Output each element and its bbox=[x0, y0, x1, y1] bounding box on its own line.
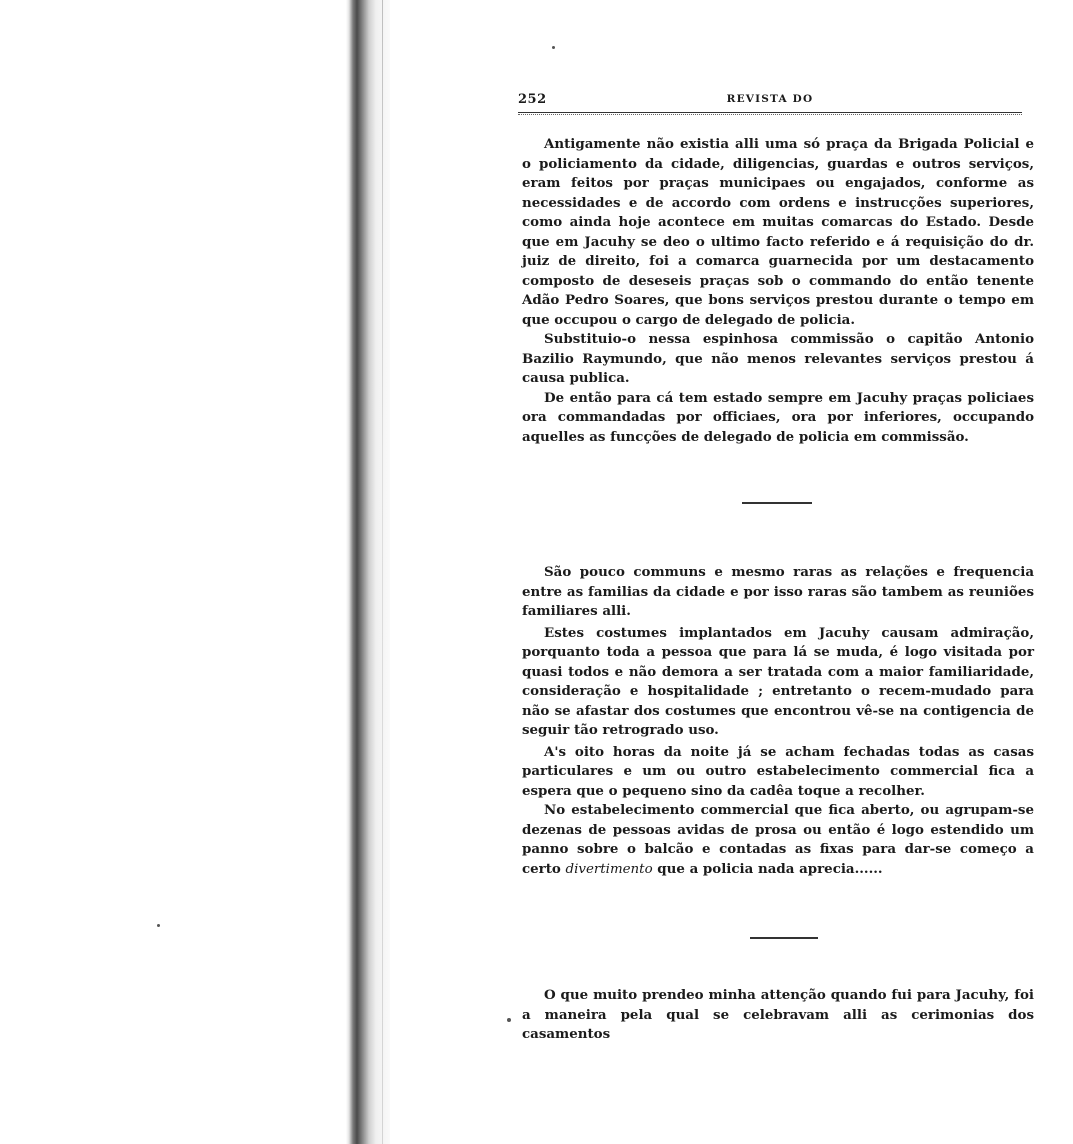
section-3 bbox=[522, 986, 1034, 1045]
paragraph-end: que a policia nada aprecia...... bbox=[652, 860, 883, 877]
page-number: 252 bbox=[518, 92, 547, 107]
paragraph: Estes costumes implantados em Jacuhy causam admiração, porquanto toda a pessoa que para lá se muda, é logo visitada por quasi todos e não demora a ser tratada com a maior familiaridade, consideração e hospitalidade ; entretanto o recem-mudado para não se afastar dos costumes que encontrou vê-se na contigencia de seguir tão retrogrado uso. bbox=[522, 624, 1034, 738]
page-header bbox=[518, 92, 1022, 108]
paragraph: A's oito horas da noite já se acham fechadas todas as casas particulares e um ou outro estabelecimento commercial fica a espera que o pequeno sino da cadêa toque a recolher. bbox=[522, 743, 1034, 799]
paragraph: Substituio-o nessa espinhosa commissão o capitão Antonio Bazilio Raymundo, que não menos relevantes serviços prestou á causa publica. bbox=[522, 331, 1034, 386]
paragraph: O que muito prendeo minha attenção quando fui para Jacuhy, foi a maneira pela qual se celebravam alli as cerimonias dos casamentos bbox=[522, 987, 1034, 1042]
paragraph: Antigamente não existia alli uma só praça da Brigada Policial e o policiamento da cidade, diligencias, guardas e outros serviços, eram feitos por praças municipaes ou engajados, conforme as necessidades e de accordo com ordens e instrucções superiores, como ainda hoje acontece em muitas comarcas do Estado. Desde que em Jacuhy se deo o ultimo facto referido e á requisição do dr. juiz de direito, foi a comarca guarnecida por um destacamento composto de deseseis praças sob o commando do então tenente Adão Pedro Soares, que bons serviços prestou durante o tempo em que occupou o cargo de delegado de policia. bbox=[522, 136, 1034, 328]
paragraph: São pouco communs e mesmo raras as relações e frequencia entre as familias da cidade e por isso raras são tambem as reuniões familiares alli. bbox=[522, 564, 1034, 619]
paragraph-text: No estabelecimento commercial que fica aberto, ou agrupam-se dezenas de pessoas avidas de prosa ou então é logo estendido um panno sobre o balcão e contadas as fixas para dar-se começo a certo bbox=[522, 802, 1034, 877]
running-title: REVISTA DO bbox=[726, 93, 814, 105]
header-rule bbox=[518, 112, 1022, 115]
paper-speck bbox=[552, 46, 555, 49]
book-spine-shadow bbox=[346, 0, 390, 1144]
paper-speck bbox=[507, 1018, 511, 1022]
paper-speck bbox=[157, 924, 160, 927]
paragraph-last bbox=[522, 801, 1034, 879]
section-divider bbox=[742, 502, 812, 504]
section-divider bbox=[750, 937, 818, 939]
gutter-line bbox=[382, 0, 383, 1144]
section-1 bbox=[522, 135, 1034, 447]
paragraph: De então para cá tem estado sempre em Jacuhy praças policiaes ora commandadas por officiaes, ora por inferiores, occupando aquelles as funcções de delegado de policia em commissão. bbox=[522, 389, 1034, 445]
italic-word: divertimento bbox=[565, 861, 653, 877]
section-2 bbox=[522, 563, 1034, 879]
